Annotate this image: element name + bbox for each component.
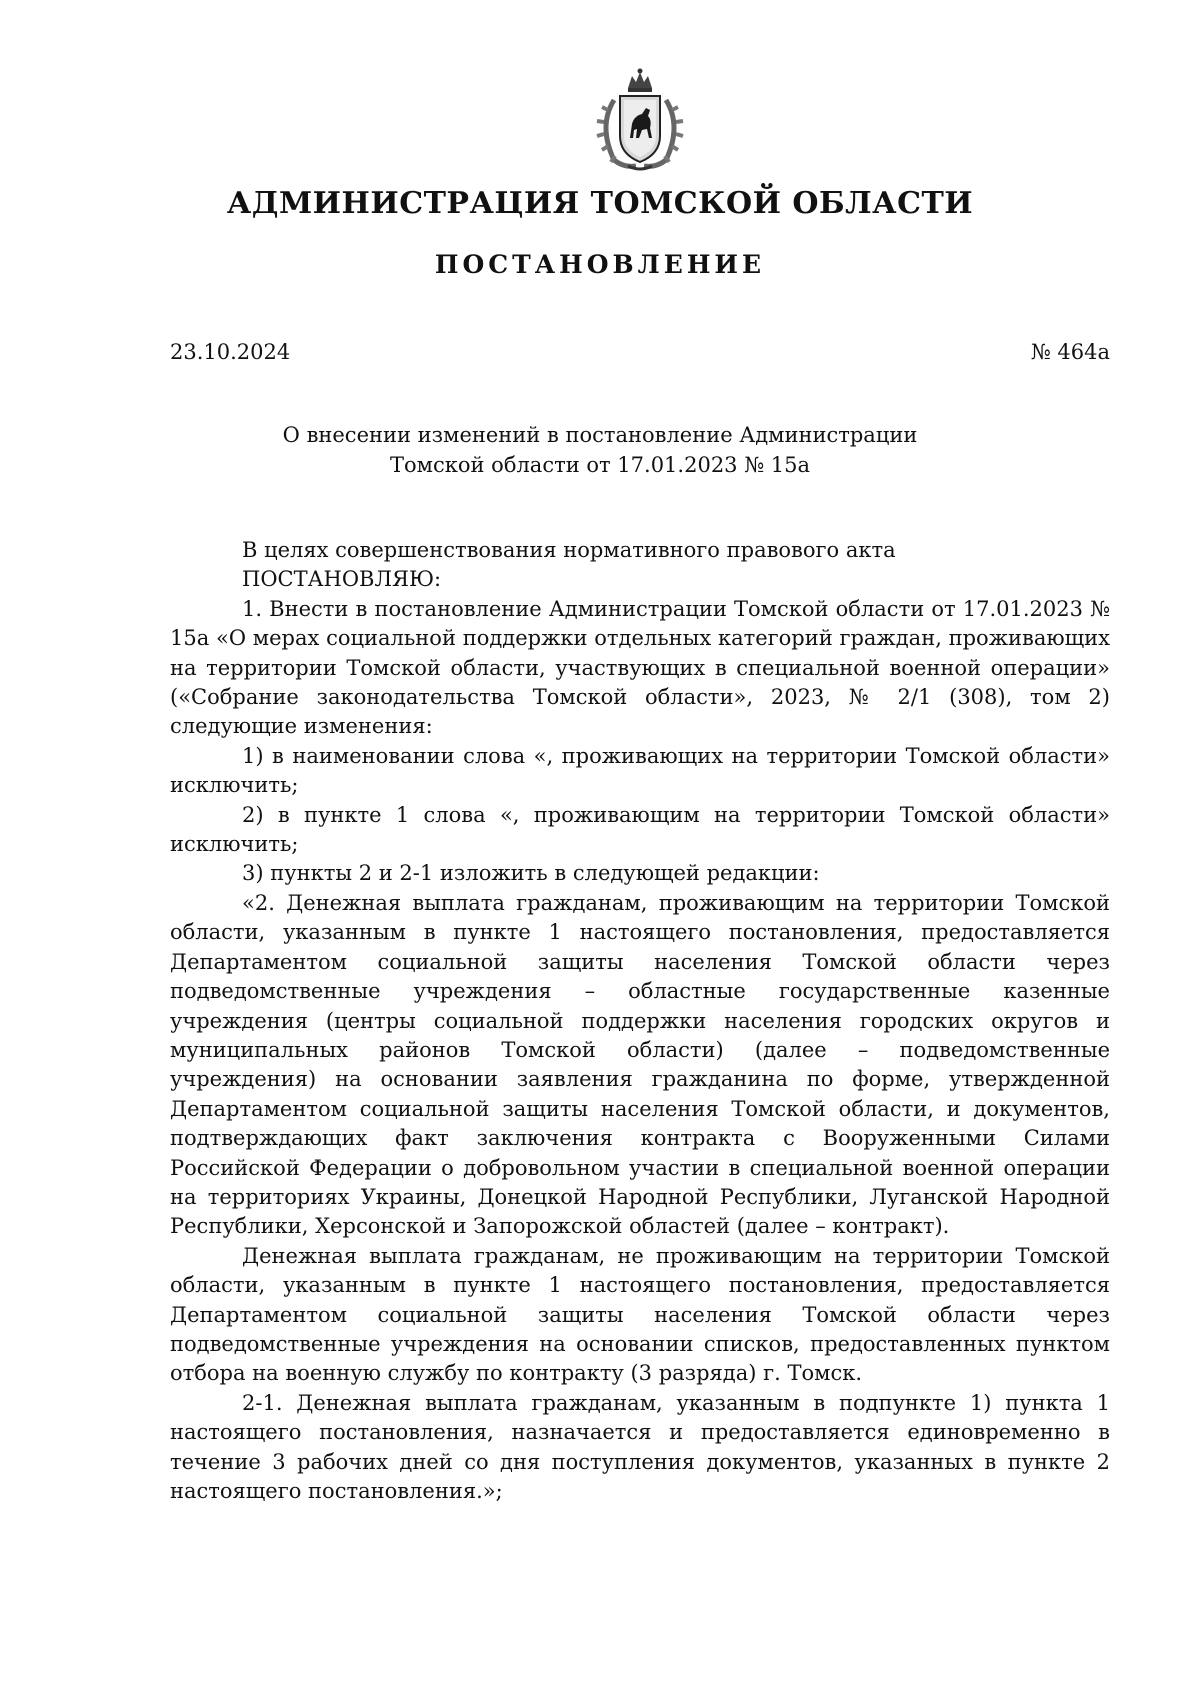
paragraph-subitem-1: 1) в наименовании слова «, проживающих на территории Томской области» исключить; (170, 743, 1110, 798)
paragraph-item-1: 1. Внести в постановление Администрации Томской области от 17.01.2023 № 15а «О мерах социальной поддержки отдельных категорий граждан, проживающих на территории Томской области, участвующих в специальной военной операции» («Собрание законодательства Томской области», 2023, № 2/1 (308), том 2) следующие изменения: (170, 596, 1110, 739)
organization-title: АДМИНИСТРАЦИЯ ТОМСКОЙ ОБЛАСТИ (226, 186, 974, 221)
paragraph-point-2-continued: Денежная выплата гражданам, не проживающим на территории Томской области, указанным в пункте 1 настоящего постановления, предоставляется Департаментом социальной защиты населения Томской области через подведомственные учреждения на основании списков, предоставленных пунктом отбора на военную службу по контракту (3 разряда) г. Томск. (170, 1243, 1110, 1386)
paragraph-subitem-2: 2) в пункте 1 слова «, проживающим на территории Томской области» исключить; (170, 802, 1110, 857)
subject-line-1: О внесении изменений в постановление Администрации (282, 423, 918, 447)
document-subject (0, 420, 1200, 480)
subject-line-2: Томской области от 17.01.2023 № 15а (389, 453, 811, 477)
document-type: ПОСТАНОВЛЕНИЕ (434, 250, 766, 279)
resolution-keyword: ПОСТАНОВЛЯЮ: (242, 567, 442, 592)
paragraph-subitem-3: 3) пункты 2 и 2-1 изложить в следующей редакции: (242, 861, 820, 886)
paragraph-point-2: «2. Денежная выплата гражданам, проживающим на территории Томской области, указанным в пункте 1 настоящего постановления, предоставляется Департаментом социальной защиты населения Томской области через подведомственные учреждения – областные государственные казенные учреждения (центры социальной поддержки населения городских округов и муниципальных районов Томской области) (далее – подведомственные учреждения) на основании заявления гражданина по форме, утвержденной Департаментом социальной защиты населения Томской области, и документов, подтверждающих факт заключения контракта с Вооруженными Силами Российской Федерации о добровольном участии в специальной военной операции на территориях Украины, Донецкой Народной Республики, Луганской Народной Республики, Херсонской и Запорожской областей (далее – контракт). (170, 890, 1110, 1239)
document-date: 23.10.2024 (170, 340, 291, 364)
document-body (170, 536, 1110, 1506)
document-number: № 464а (1030, 340, 1110, 364)
tomsk-coat-of-arms-icon (584, 66, 696, 178)
preamble-paragraph: В целях совершенствования нормативного правового акта (242, 538, 896, 562)
paragraph-point-2-1: 2-1. Денежная выплата гражданам, указанным в подпункте 1) пункта 1 настоящего постановления, назначается и предоставляется единовременно в течение 3 рабочих дней со дня поступления документов, указанных в пункте 2 настоящего постановления.»; (170, 1390, 1110, 1503)
